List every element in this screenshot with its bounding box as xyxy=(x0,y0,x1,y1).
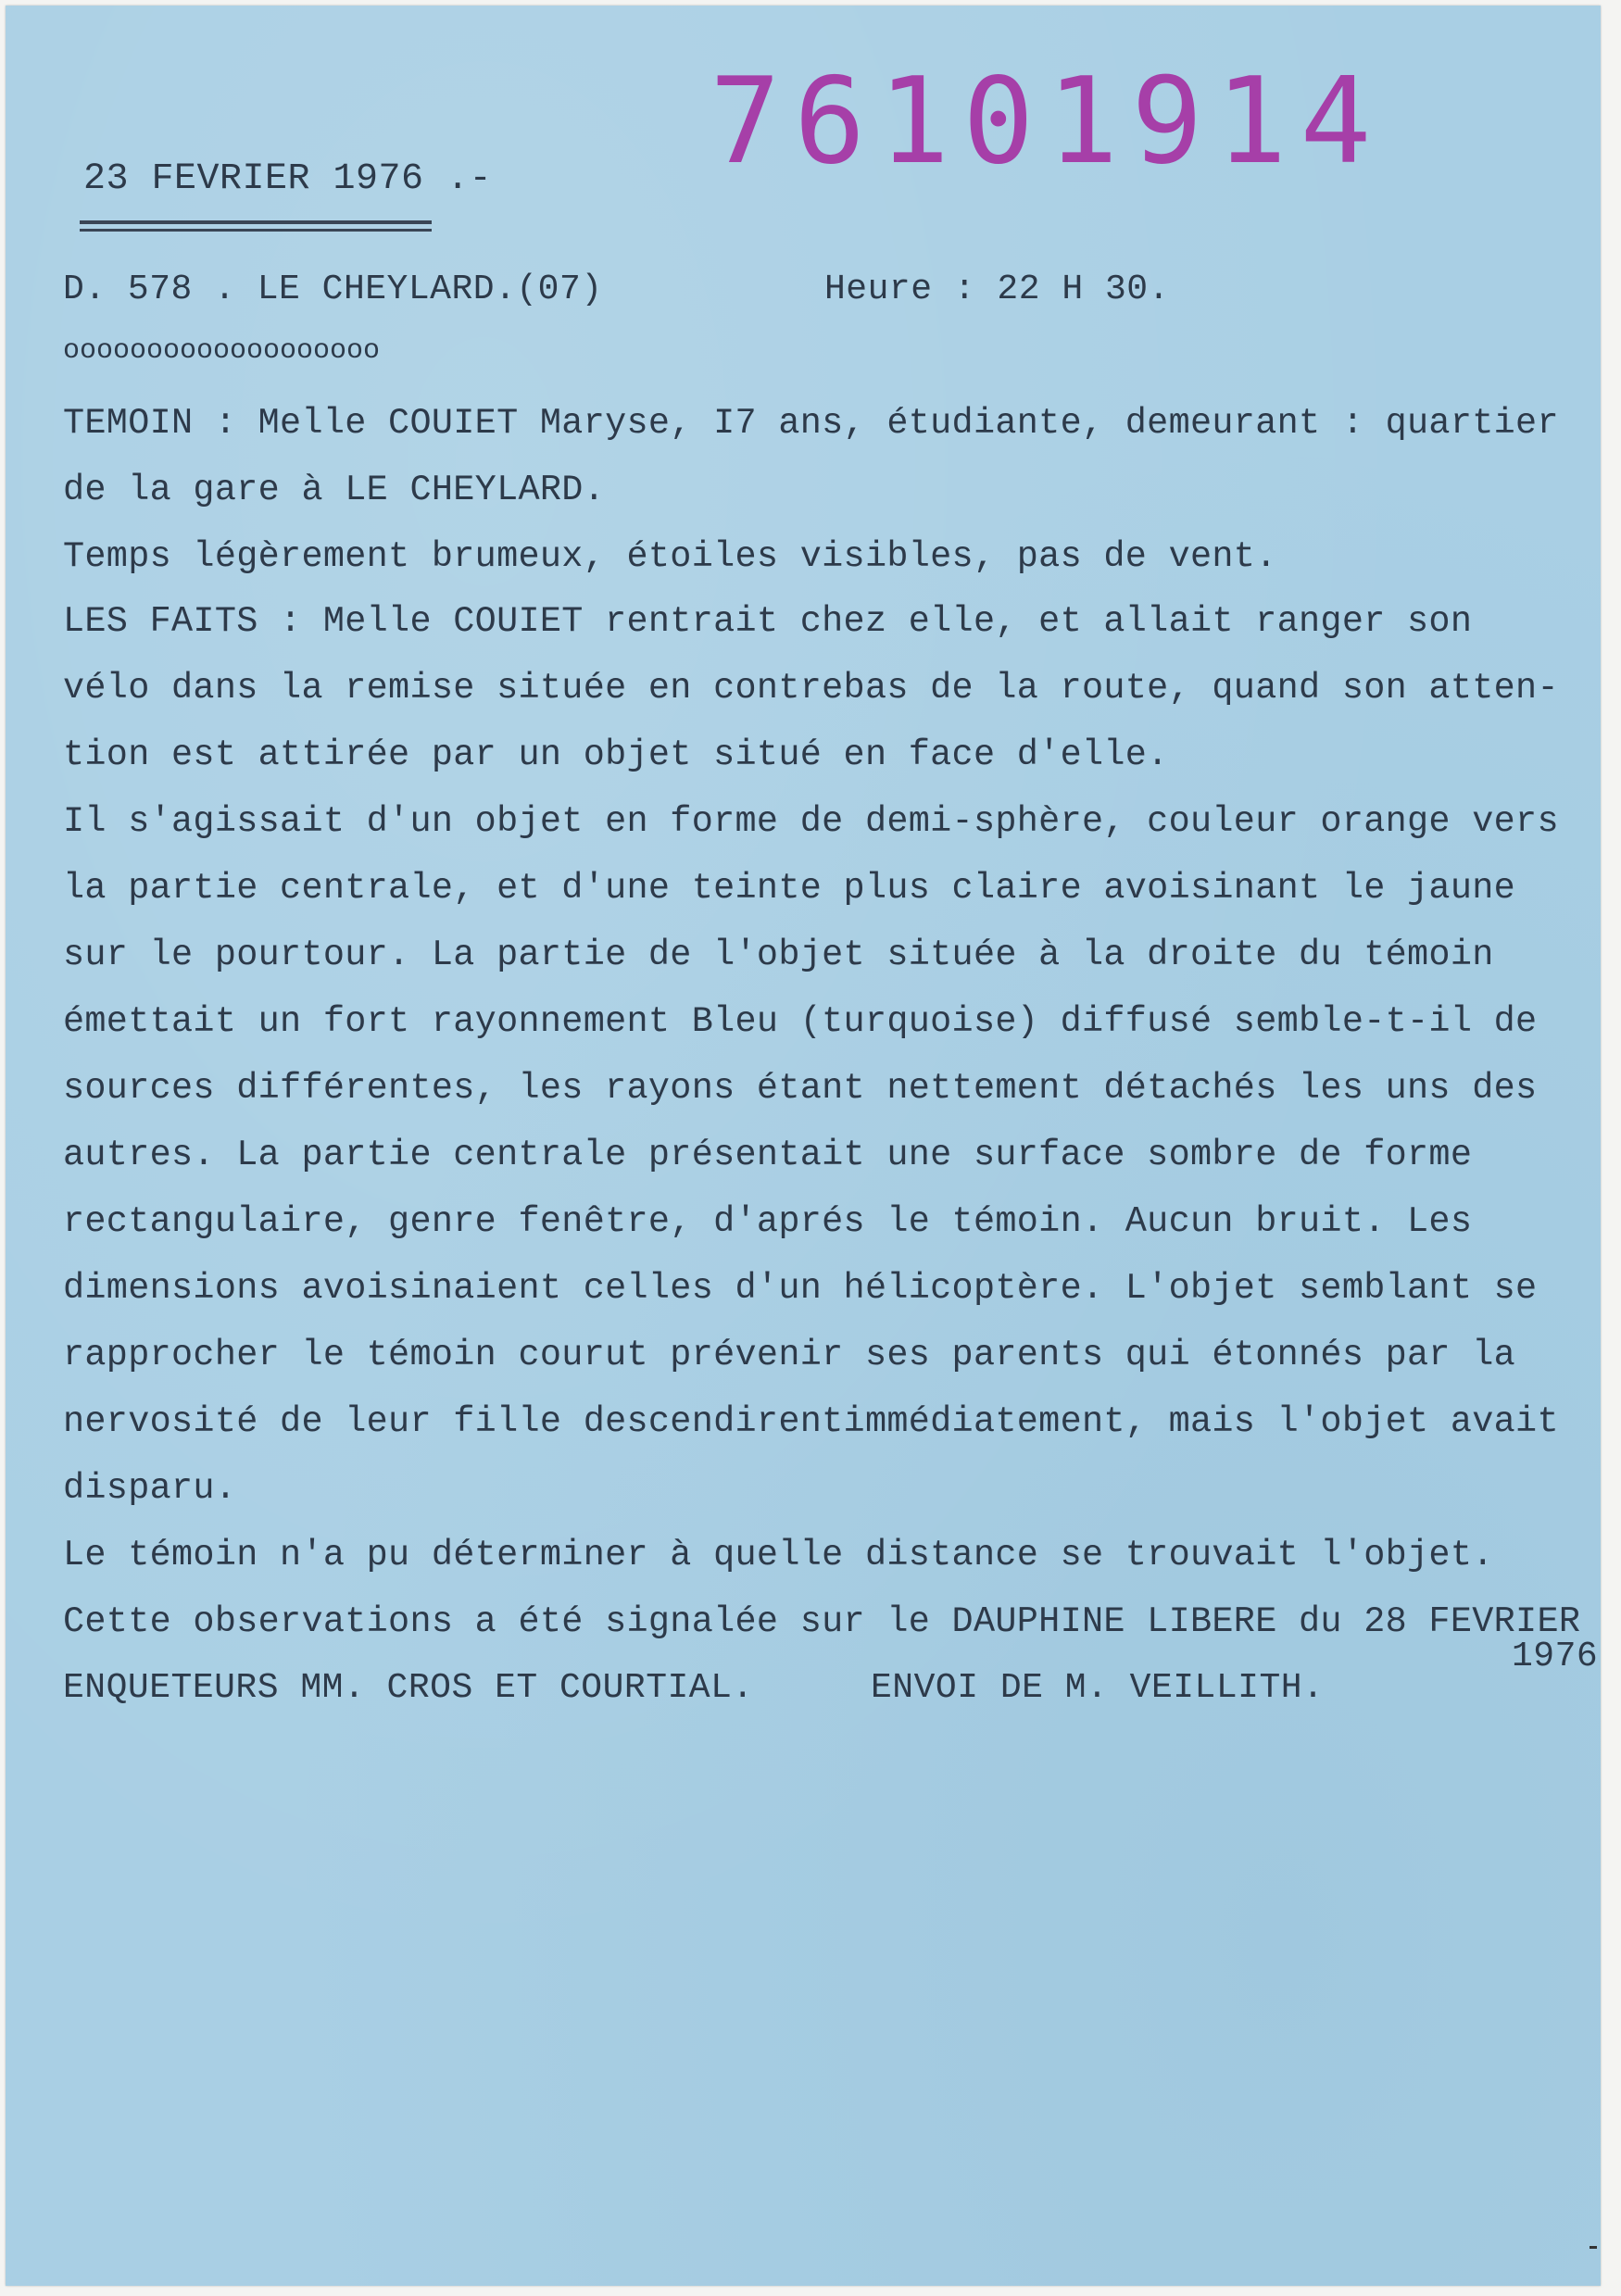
date-underline-1 xyxy=(80,220,432,224)
body-line: rectangulaire, genre fenêtre, d'aprés le témoin. Aucun bruit. Les xyxy=(63,1201,1473,1242)
body-line: dimensions avoisinaient celles d'un hélicoptère. L'objet semblant se xyxy=(63,1268,1538,1309)
body-line: sur le pourtour. La partie de l'objet située à la droite du témoin xyxy=(63,935,1494,975)
body-line: émettait un fort rayonnement Bleu (turquoise) diffusé semble-t-il de xyxy=(63,1001,1538,1042)
body-line: TEMOIN : Melle COUIET Maryse, I7 ans, étudiante, demeurant : quartier xyxy=(63,403,1559,444)
body-line: Cette observations a été signalée sur le DAUPHINE LIBERE du 28 FEVRIER xyxy=(63,1601,1581,1642)
body-line: la partie centrale, et d'une teinte plus claire avoisinant le jaune xyxy=(63,868,1516,909)
body-line: rapprocher le témoin courut prévenir ses parents qui étonnés par la xyxy=(63,1335,1516,1375)
body-line: vélo dans la remise située en contrebas de la route, quand son atten- xyxy=(63,668,1559,709)
body-line: de la gare à LE CHEYLARD. xyxy=(63,470,606,510)
document-date: 23 FEVRIER 1976 .- xyxy=(83,158,493,200)
body-line: disparu. xyxy=(63,1468,237,1509)
body-line: Temps légèrement brumeux, étoiles visibles, pas de vent. xyxy=(63,536,1277,577)
location-heading: D. 578 . LE CHEYLARD.(07) xyxy=(63,270,603,309)
body-line: Il s'agissait d'un objet en forme de demi-sphère, couleur orange vers xyxy=(63,801,1559,842)
body-line: tion est attirée par un objet situé en face d'elle. xyxy=(63,734,1169,775)
stamp-number: 76101914 xyxy=(710,53,1385,191)
edge-mark xyxy=(1590,2246,1597,2249)
body-line: Le témoin n'a pu déterminer à quelle distance se trouvait l'objet. xyxy=(63,1535,1494,1575)
time-heading: Heure : 22 H 30. xyxy=(824,270,1170,309)
body-line: autres. La partie centrale présentait une surface sombre de forme xyxy=(63,1135,1473,1175)
sender-line: ENVOI DE M. VEILLITH. xyxy=(871,1668,1325,1708)
body-line: nervosité de leur fille descendirentimmédiatement, mais l'objet avait xyxy=(63,1401,1559,1442)
date-underline-2 xyxy=(80,229,432,232)
body-line: LES FAITS : Melle COUIET rentrait chez elle, et allait ranger son xyxy=(63,601,1473,642)
separator-line: ooooooooooooooooooo xyxy=(63,335,381,367)
document-sheet xyxy=(6,6,1601,2286)
investigators-line: ENQUETEURS MM. CROS ET COURTIAL. xyxy=(63,1668,754,1708)
body-line: sources différentes, les rayons étant nettement détachés les uns des xyxy=(63,1068,1538,1109)
year-continuation: 1976 xyxy=(1512,1637,1599,1676)
